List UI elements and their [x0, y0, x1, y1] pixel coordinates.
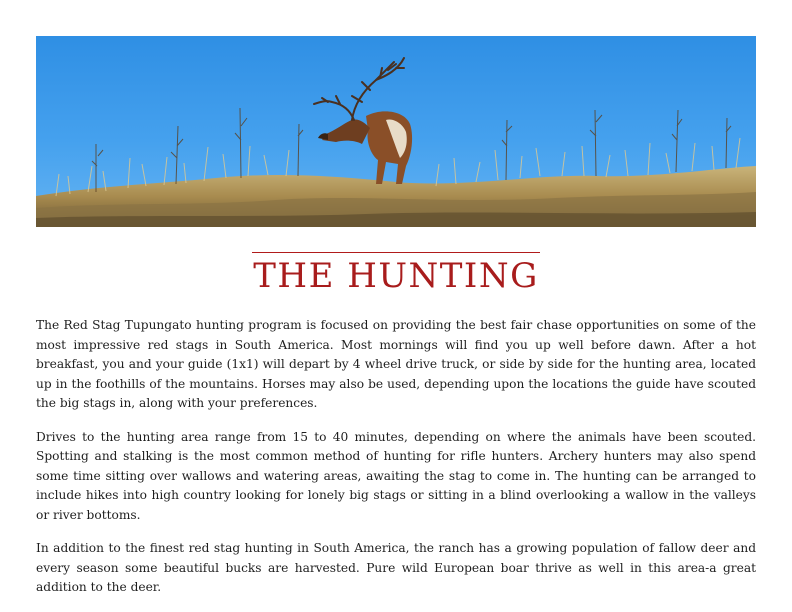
paragraph-additional: In addition to the finest red stag hunting in South America, the ranch has a growing population of fallow deer and every season some beautiful bucks are harvested. Pure wild European boar thrive as well in this area-a great addition to the deer.: [36, 541, 756, 594]
red-stag: [314, 58, 412, 184]
red-stag-photo: [36, 36, 756, 227]
paragraph-drives: Drives to the hunting area range from 15 to 40 minutes, depending on where the animals have been scouted. Spotting and stalking is the most common method of hunting for rifle hunters. Archery hunters may also spend some time sitting over wallows and watering areas, awaiting the stag to come in. The hunting can be arranged to include hikes into high country looking for lonely big stags or sitting in a blind overlooking a wallow in the valleys or river bottoms.: [36, 429, 756, 522]
hero-photo: [36, 36, 756, 227]
paragraph-program: The Red Stag Tupungato hunting program is focused on providing the best fair chase opportunities on some of the most impressive red stags in South America. Most mornings will find you up well before dawn. After a hot breakfast, you and your guide (1x1) will depart by 4 wheel drive truck, or side by side for the hunting area, located up in the foothills of the mountains. Horses may also be used, depending upon the locations the guide have scouted the big stags in, along with your preferences.: [36, 318, 756, 410]
section-title: THE HUNTING: [253, 256, 539, 296]
title-divider: [252, 252, 540, 253]
body-text: [36, 316, 756, 612]
